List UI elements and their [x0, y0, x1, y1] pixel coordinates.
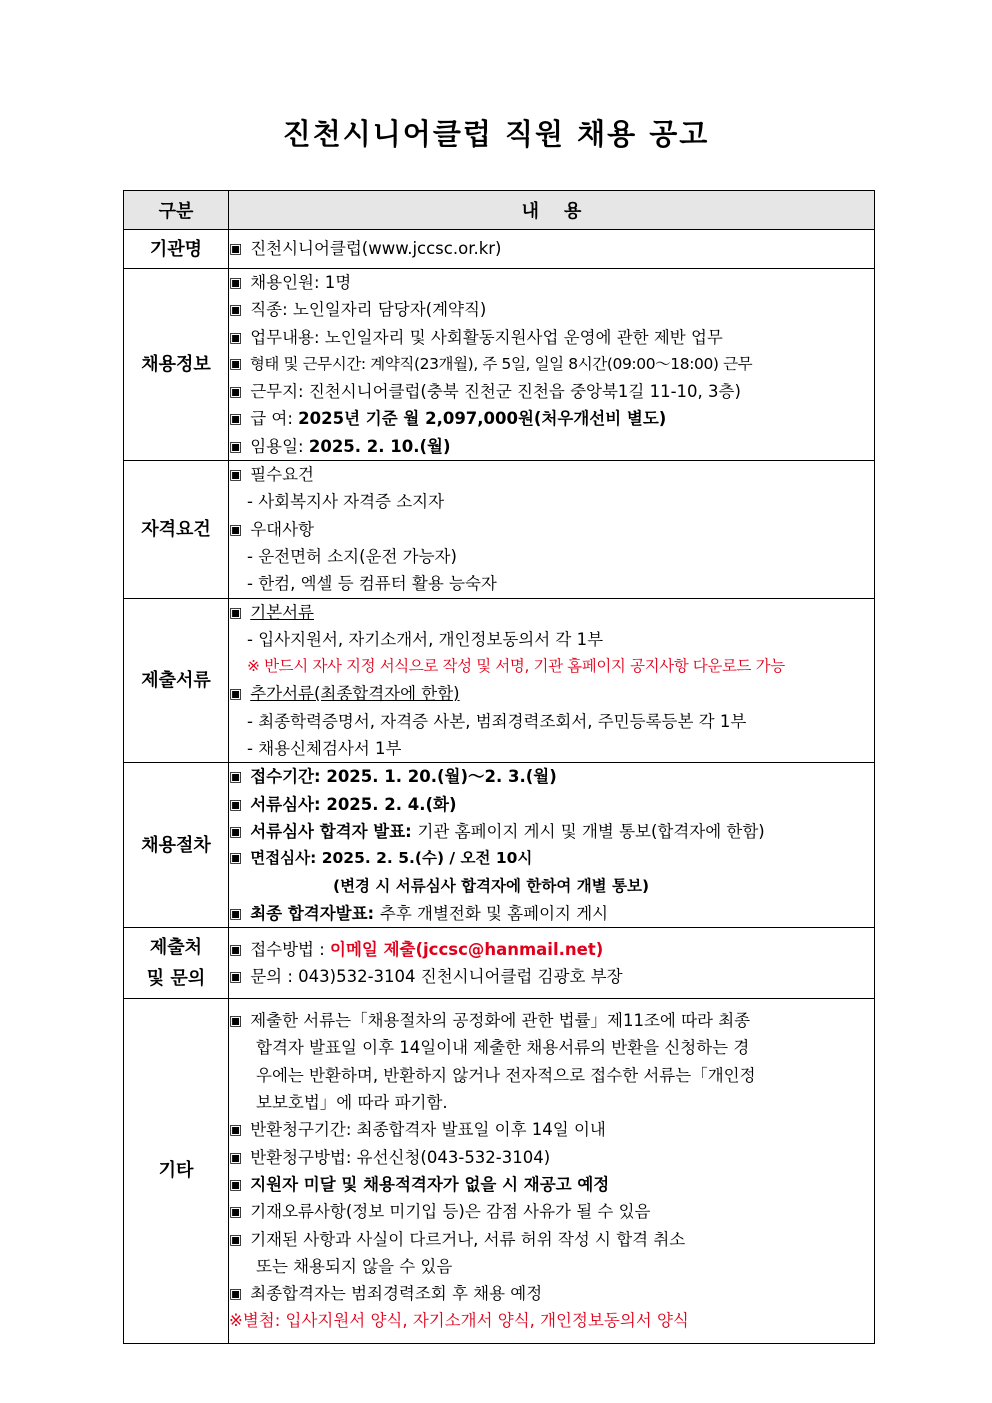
bullet-square-icon: ▣: [229, 823, 243, 840]
bullet-square-icon: ▣: [229, 796, 243, 813]
contact-inquiry-text: 문의 : 043)532-3104 진천시니어클럽 김광호 부장: [250, 967, 623, 987]
label-procedure: 채용절차: [124, 763, 229, 928]
bullet-square-icon: ▣: [229, 438, 243, 455]
bullet-square-icon: ▣: [229, 384, 243, 401]
bullet-square-icon: ▣: [229, 604, 243, 621]
label-org: 기관명: [124, 230, 229, 269]
label-contact: [124, 928, 229, 999]
bullet-square-icon: ▣: [229, 1122, 243, 1139]
qual-preferred-item-2: - 한컴, 엑셀 등 컴퓨터 활용 능숙자: [247, 574, 497, 594]
bullet-square-icon: ▣: [229, 329, 243, 346]
label-contact-line-1: 제출처: [149, 937, 203, 959]
bullet-square-icon: ▣: [229, 969, 243, 986]
label-qualification: 자격요건: [124, 461, 229, 598]
table-header-row: [124, 191, 875, 230]
bullet-square-icon: ▣: [229, 905, 243, 922]
bullet-square-icon: ▣: [229, 941, 243, 958]
etc-p2: [229, 1116, 874, 1143]
recruit-salary-label: 급 여:: [250, 409, 299, 429]
bullet-square-icon: ▣: [229, 355, 242, 372]
org-text: 진천시니어클럽(www.jccsc.or.kr): [250, 239, 502, 259]
contact-method-label: 접수방법 :: [250, 939, 331, 959]
row-etc: [124, 999, 875, 1344]
content-etc: [229, 999, 875, 1344]
bullet-square-icon: ▣: [229, 467, 243, 484]
content-recruit: [229, 269, 875, 461]
docs-extra: [229, 680, 874, 707]
etc-p7: [229, 1280, 874, 1307]
content-org: [229, 230, 875, 269]
qual-preferred-text: 우대사항: [250, 519, 314, 539]
recruit-count: [229, 269, 874, 296]
etc-p3: [229, 1144, 874, 1171]
bullet-square-icon: ▣: [229, 769, 243, 786]
docs-basic: [229, 599, 874, 626]
recruit-job: [229, 296, 874, 323]
row-documents: [124, 598, 875, 763]
recruit-start-value: 2025. 2. 10.(월): [308, 436, 451, 456]
contact-inquiry: [229, 963, 874, 990]
row-procedure: [124, 763, 875, 928]
etc-p6-text-1: 기재된 사항과 사실이 다르거나, 서류 허위 작성 시 합격 취소: [250, 1229, 686, 1249]
etc-p5: [229, 1198, 874, 1225]
qual-required-text: 필수요건: [250, 465, 314, 485]
recruit-duty-text: 업무내용: 노인일자리 및 사회활동지원사업 운영에 관한 제반 업무: [250, 327, 723, 347]
qual-required-item: - 사회복지사 자격증 소지자: [247, 492, 445, 512]
docs-extra-item-1: - 최종학력증명서, 자격증 사본, 범죄경력조회서, 주민등록등본 각 1부: [247, 711, 747, 731]
row-recruit: [124, 269, 875, 461]
bullet-square-icon: ▣: [229, 1231, 243, 1248]
proc-pass: [229, 818, 874, 845]
header-content: 내 용: [229, 191, 875, 230]
etc-p1-text-1: 제출한 서류는「채용절차의 공정화에 관한 법률」제11조에 따라 최종: [250, 1011, 751, 1031]
bullet-square-icon: ▣: [229, 302, 243, 319]
header-category: 구분: [124, 191, 229, 230]
bullet-square-icon: ▣: [229, 686, 243, 703]
recruit-salary: [229, 405, 874, 432]
page-title: 진천시니어클럽 직원 채용 공고: [282, 117, 710, 151]
contact-method: [229, 936, 874, 963]
recruitment-table: [123, 190, 875, 1344]
etc-p1-line-2: 합격자 발표일 이후 14일이내 제출한 채용서류의 반환을 신청하는 경: [256, 1038, 750, 1058]
row-org: [124, 230, 875, 269]
etc-p2-text: 반환청구기간: 최종합격자 발표일 이후 14일 이내: [250, 1120, 606, 1140]
org-line: [229, 235, 874, 262]
etc-p7-text: 최종합격자는 범죄경력조회 후 채용 예정: [250, 1284, 543, 1304]
content-contact: [229, 928, 875, 999]
bullet-square-icon: ▣: [229, 411, 243, 428]
proc-final-text: 추후 개별전화 및 홈페이지 게시: [379, 903, 609, 923]
label-etc: 기타: [124, 999, 229, 1344]
bullet-square-icon: ▣: [229, 1149, 243, 1166]
etc-p4: [229, 1171, 874, 1198]
proc-pass-label: 서류심사 합격자 발표:: [250, 821, 418, 841]
docs-basic-item: - 입사지원서, 자기소개서, 개인정보동의서 각 1부: [247, 629, 604, 649]
proc-interview-note: (변경 시 서류심사 합격자에 한하여 개별 통보): [333, 876, 650, 895]
recruit-start: [229, 433, 874, 460]
recruit-job-text: 직종: 노인일자리 담당자(계약직): [250, 300, 487, 320]
docs-notice: ※ 반드시 자사 지정 서식으로 작성 및 서명, 기관 홈페이지 공지사항 다운로드 가능: [247, 657, 785, 676]
etc-p1-line-3: 우에는 반환하며, 반환하지 않거나 전자적으로 접수한 서류는「개인정: [256, 1065, 756, 1085]
recruit-duty: [229, 324, 874, 351]
qual-required: [229, 461, 874, 488]
etc-p1-line-4: 보보호법」에 따라 파기함.: [256, 1093, 448, 1113]
docs-basic-text: 기본서류: [250, 602, 314, 622]
proc-screen-text: 서류심사: 2025. 2. 4.(화): [250, 794, 457, 814]
bullet-square-icon: ▣: [229, 1204, 243, 1221]
qual-preferred-item-1: - 운전면허 소지(운전 가능자): [247, 546, 457, 566]
etc-p6-line-2: 또는 채용되지 않을 수 있음: [256, 1256, 453, 1276]
etc-p3-text: 반환청구방법: 유선신청(043-532-3104): [250, 1147, 551, 1167]
proc-interview: [229, 845, 874, 872]
etc-p6-line-1: [229, 1226, 874, 1253]
label-recruit: 채용정보: [124, 269, 229, 461]
contact-email[interactable]: 이메일 제출(jccsc@hanmail.net): [330, 939, 604, 959]
row-qualification: [124, 461, 875, 598]
recruit-salary-value: 2025년 기준 월 2,097,000원(처우개선비 별도): [298, 409, 667, 429]
proc-interview-text: 면접심사: 2025. 2. 5.(수) / 오전 10시: [250, 849, 533, 868]
proc-apply-text: 접수기간: 2025. 1. 20.(월)～2. 3.(월): [250, 767, 557, 787]
bullet-square-icon: ▣: [229, 1176, 243, 1193]
etc-p4-text: 지원자 미달 및 채용적격자가 없을 시 재공고 예정: [250, 1174, 610, 1194]
etc-p5-text: 기재오류사항(정보 미기입 등)은 감점 사유가 될 수 있음: [250, 1202, 651, 1222]
recruit-place-text: 근무지: 진천시니어클럽(충북 진천군 진천읍 중앙북1길 11-10, 3층): [250, 382, 741, 402]
proc-final-label: 최종 합격자발표:: [250, 903, 380, 923]
content-documents: [229, 598, 875, 763]
proc-pass-text: 기관 홈페이지 게시 및 개별 통보(합격자에 한함): [417, 821, 765, 841]
content-qualification: [229, 461, 875, 598]
bullet-square-icon: ▣: [229, 521, 243, 538]
docs-extra-item-2: - 채용신체검사서 1부: [247, 739, 402, 759]
row-contact: [124, 928, 875, 999]
recruit-place: [229, 378, 874, 405]
label-documents: 제출서류: [124, 598, 229, 763]
recruit-type-text: 형태 및 근무시간: 계약직(23개월), 주 5일, 일일 8시간(09:00～18:00) 근무: [249, 354, 753, 373]
etc-attachment: ※별첨: 입사지원서 양식, 자기소개서 양식, 개인정보동의서 양식: [229, 1311, 689, 1331]
proc-screen: [229, 791, 874, 818]
proc-apply: [229, 763, 874, 790]
bullet-square-icon: ▣: [229, 275, 243, 291]
label-contact-line-2: 및 문의: [146, 968, 206, 990]
recruit-start-label: 임용일:: [250, 436, 309, 456]
recruit-count-text: 채용인원: 1명: [250, 273, 352, 292]
qual-preferred: [229, 516, 874, 543]
content-procedure: [229, 763, 875, 928]
docs-extra-text: 추가서류(최종합격자에 한함): [250, 684, 460, 704]
etc-p1-line-1: [229, 1007, 874, 1034]
bullet-square-icon: ▣: [229, 241, 243, 258]
bullet-square-icon: ▣: [229, 1013, 243, 1030]
bullet-square-icon: ▣: [229, 850, 243, 867]
proc-final: [229, 900, 874, 927]
bullet-square-icon: ▣: [229, 1286, 243, 1303]
recruit-type: [229, 351, 874, 378]
